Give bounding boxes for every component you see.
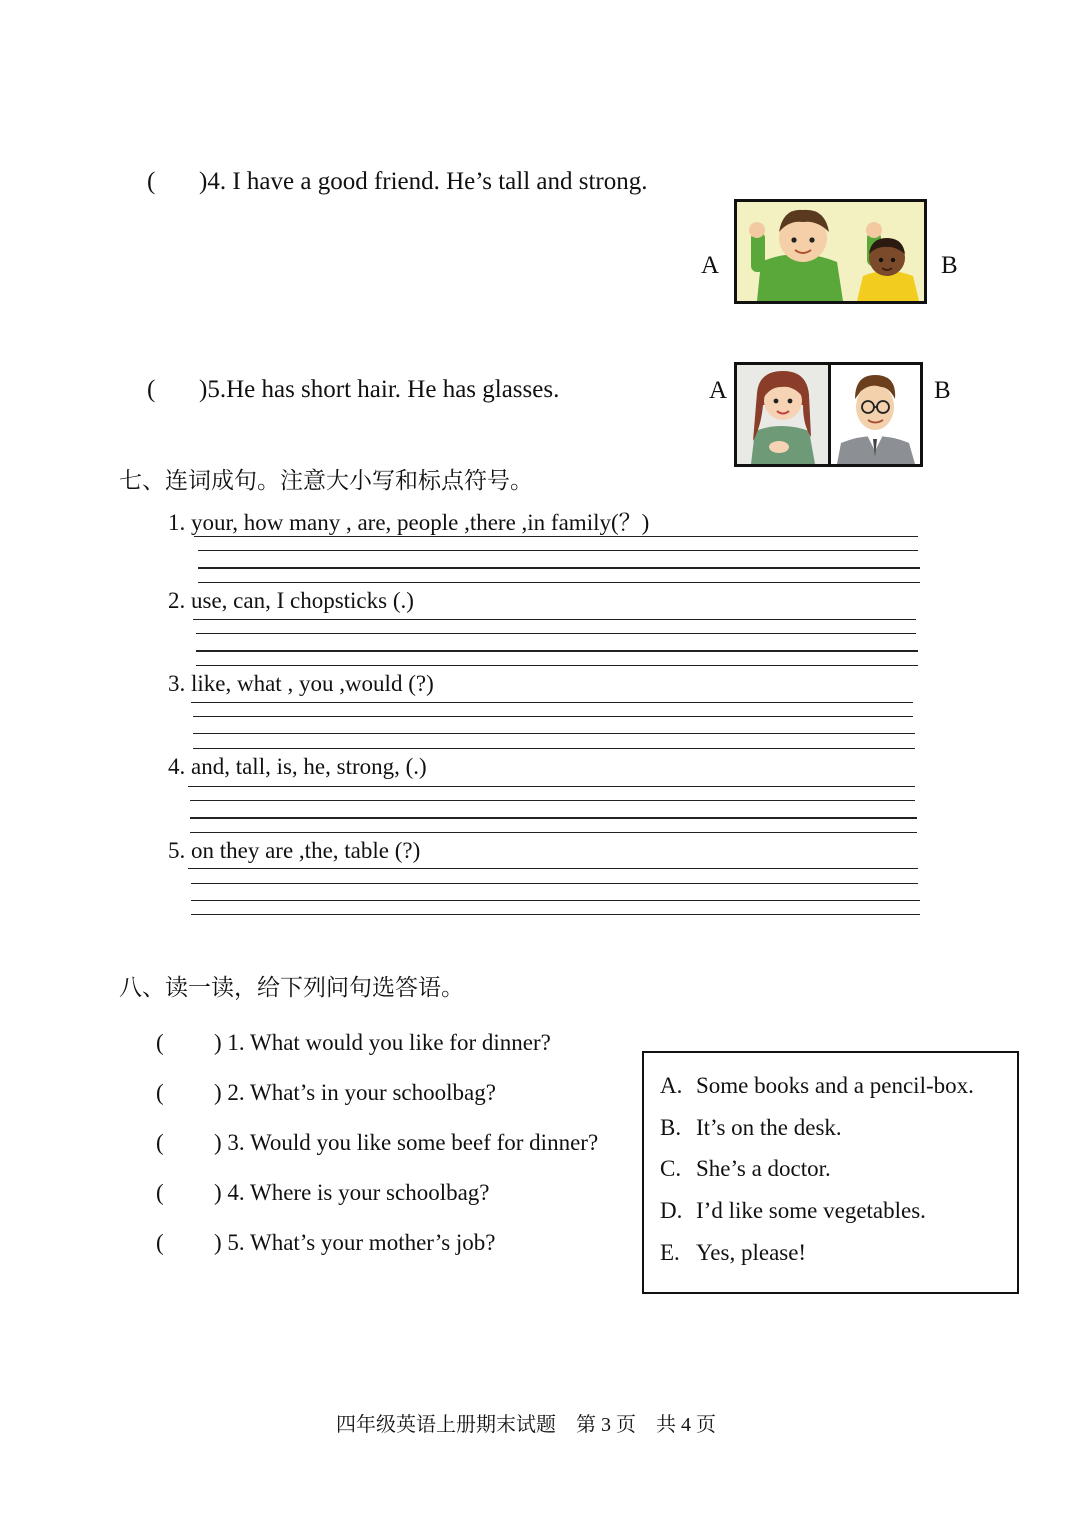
- section-8-heading: 八、读一读，给下列问句选答语。: [119, 975, 464, 1000]
- answer-paren[interactable]: (: [156, 1130, 164, 1155]
- question-4: [147, 168, 648, 196]
- answer-option-d: D. I’d like some vegetables.: [660, 1198, 926, 1223]
- question-text: )5.He has short hair. He has glasses.: [199, 376, 560, 403]
- answer-line[interactable]: [198, 567, 920, 569]
- answer-line[interactable]: [191, 900, 920, 901]
- answer-line[interactable]: [196, 633, 916, 634]
- question-text: ) 3. Would you like some beef for dinner?: [214, 1130, 599, 1155]
- section-7-heading: 七、连词成句。注意大小写和标点符号。: [119, 468, 533, 493]
- answer-line[interactable]: [191, 883, 918, 884]
- man-illustration: [831, 365, 920, 464]
- reorder-task-1: 1. your, how many , are, people ,there ,in family(？): [168, 510, 650, 535]
- tall-strong-friends-image[interactable]: [734, 199, 927, 304]
- answer-line[interactable]: [190, 800, 915, 801]
- answer-option-a: A. Some books and a pencil-box.: [660, 1073, 974, 1098]
- answer-line[interactable]: [193, 716, 913, 717]
- boys-illustration: [737, 202, 924, 301]
- match-question-4: [156, 1180, 490, 1206]
- answer-paren[interactable]: (: [147, 168, 156, 195]
- man-with-glasses-image[interactable]: [828, 362, 923, 467]
- answer-line[interactable]: [188, 868, 918, 869]
- answer-paren[interactable]: (: [147, 376, 156, 403]
- match-question-3: [156, 1130, 598, 1156]
- answer-line[interactable]: [191, 914, 920, 915]
- answer-paren[interactable]: (: [156, 1030, 164, 1055]
- answer-option-b: B. It’s on the desk.: [660, 1115, 842, 1140]
- reorder-task-5: 5. on they are ,the, table (?): [168, 838, 421, 863]
- answer-line[interactable]: [190, 832, 917, 833]
- girl-illustration: [737, 365, 828, 464]
- option-label-a: A: [701, 252, 720, 279]
- answer-line[interactable]: [196, 650, 918, 652]
- answer-options-box: [642, 1051, 1019, 1294]
- long-hair-girl-image[interactable]: [734, 362, 831, 467]
- match-question-5: [156, 1230, 496, 1256]
- answer-paren[interactable]: (: [156, 1080, 164, 1105]
- option-label-b: B: [941, 252, 958, 279]
- answer-line[interactable]: [194, 536, 918, 537]
- option-label-a: A: [709, 377, 728, 404]
- answer-paren[interactable]: (: [156, 1180, 164, 1205]
- answer-line[interactable]: [196, 665, 918, 666]
- answer-line[interactable]: [198, 582, 920, 583]
- question-text: ) 2. What’s in your schoolbag?: [214, 1080, 496, 1105]
- answer-option-c: C. She’s a doctor.: [660, 1156, 831, 1181]
- reorder-task-4: 4. and, tall, is, he, strong, (.): [168, 754, 427, 779]
- answer-line[interactable]: [188, 786, 915, 787]
- question-text: ) 5. What’s your mother’s job?: [214, 1230, 496, 1255]
- answer-line[interactable]: [191, 702, 913, 703]
- answer-paren[interactable]: (: [156, 1230, 164, 1255]
- option-label-b: B: [934, 377, 951, 404]
- answer-option-e: E. Yes, please!: [660, 1240, 807, 1265]
- question-text: ) 4. Where is your schoolbag?: [214, 1180, 490, 1205]
- question-text: ) 1. What would you like for dinner?: [214, 1030, 551, 1055]
- answer-line[interactable]: [198, 550, 918, 551]
- answer-line[interactable]: [193, 733, 915, 734]
- answer-line[interactable]: [190, 817, 917, 819]
- question-5: [147, 376, 559, 404]
- reorder-task-2: 2. use, can, I chopsticks (.): [168, 588, 414, 613]
- answer-line[interactable]: [193, 748, 915, 749]
- reorder-task-3: 3. like, what , you ,would (?): [168, 671, 434, 696]
- page-footer: 四年级英语上册期末试题 第 3 页 共 4 页: [336, 1414, 716, 1436]
- answer-line[interactable]: [193, 619, 916, 620]
- match-question-2: [156, 1080, 496, 1106]
- question-text: )4. I have a good friend. He’s tall and strong.: [199, 168, 648, 195]
- match-question-1: [156, 1030, 551, 1056]
